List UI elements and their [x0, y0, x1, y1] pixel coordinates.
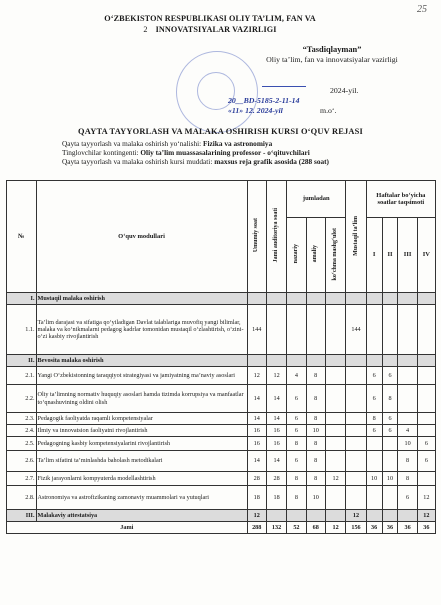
info-line-duration [62, 157, 329, 166]
cell-w2 [382, 293, 398, 305]
cell-w4: 12 [417, 510, 435, 522]
cell-total: 144 [247, 305, 266, 355]
row-number: 2.8. [7, 486, 37, 510]
table-row [7, 305, 436, 355]
ministry-header-line2 [60, 25, 360, 34]
cell-total [247, 355, 266, 367]
cell-nazariy [287, 305, 306, 355]
cell-kochma [325, 305, 345, 355]
cell-w1: 8 [366, 413, 382, 425]
cell-aud: 12 [266, 367, 286, 385]
cell-total: 16 [247, 425, 266, 437]
col-header-field: ko‘chma mashg‘ulot [325, 218, 345, 293]
cell-amaliy: 8 [306, 472, 325, 486]
cell-aud: 28 [266, 472, 286, 486]
cell-nazariy: 52 [287, 522, 306, 534]
col-header-including: jumladan [287, 181, 346, 218]
cell-amaliy [306, 293, 325, 305]
col-header-total: Umumiy soat [247, 181, 266, 293]
cell-w3 [398, 293, 417, 305]
cell-kochma [325, 385, 345, 413]
cell-total: 288 [247, 522, 266, 534]
col-header-number: № [7, 181, 37, 293]
cell-mustaqil [346, 413, 366, 425]
cell-nazariy: 8 [287, 437, 306, 451]
cell-w3 [398, 510, 417, 522]
cell-mustaqil [346, 385, 366, 413]
info-line-contingent [62, 148, 310, 157]
info-value: maxsus reja grafik asosida (288 soat) [214, 157, 329, 166]
cell-amaliy [306, 355, 325, 367]
row-number: III. [7, 510, 37, 522]
cell-nazariy: 8 [287, 486, 306, 510]
section-row [7, 355, 436, 367]
cell-kochma [325, 510, 345, 522]
cell-mustaqil [346, 425, 366, 437]
cell-kochma [325, 367, 345, 385]
col-header-theory: nazariy [287, 218, 306, 293]
cell-w3 [398, 367, 417, 385]
module-name: Ilmiy va innovatsion faoliyatni rivojlantirish [36, 425, 247, 437]
approval-date: «11» 12. 2024-yil [228, 106, 283, 115]
cell-nazariy: 6 [287, 413, 306, 425]
col-header-week-3: III [398, 218, 417, 293]
cell-w1: 6 [366, 367, 382, 385]
approval-reg-number: 20__BD-5185-2-11-14 [228, 96, 300, 105]
cell-aud: 18 [266, 486, 286, 510]
approval-mo: m.o‘. [320, 106, 337, 115]
cell-kochma [325, 437, 345, 451]
cell-w3 [398, 413, 417, 425]
cell-kochma: 12 [325, 472, 345, 486]
module-name: Fizik jarayonlarni kompyuterda modellashtirish [36, 472, 247, 486]
cell-w4: 12 [417, 486, 435, 510]
cell-mustaqil: 156 [346, 522, 366, 534]
cell-w1 [366, 305, 382, 355]
cell-aud [266, 305, 286, 355]
module-name: Astronomiya va astrofizikaning zamonaviy muammolari va yutuqlari [36, 486, 247, 510]
cell-w2: 6 [382, 413, 398, 425]
cell-mustaqil [346, 486, 366, 510]
module-name: Malakaviy attestatsiya [36, 510, 247, 522]
info-line-direction [62, 139, 272, 148]
cell-w3: 6 [398, 486, 417, 510]
cell-aud [266, 510, 286, 522]
cell-w4 [417, 385, 435, 413]
cell-w3: 36 [398, 522, 417, 534]
row-number: 2.5. [7, 437, 37, 451]
cell-w4 [417, 367, 435, 385]
module-name: Ta’lim sifatini ta’minlashda baholash metodikalari [36, 451, 247, 472]
cell-kochma [325, 355, 345, 367]
info-value: Oliy ta’lim muassasalarining professor - o‘qituvchilari [140, 148, 310, 157]
col-header-week-1: I [366, 218, 382, 293]
cell-w1: 6 [366, 425, 382, 437]
cell-aud: 16 [266, 425, 286, 437]
cell-total: 28 [247, 472, 266, 486]
cell-kochma [325, 425, 345, 437]
cell-amaliy: 8 [306, 413, 325, 425]
cell-aud: 14 [266, 451, 286, 472]
cell-mustaqil [346, 472, 366, 486]
cell-nazariy: 6 [287, 385, 306, 413]
cell-w1 [366, 293, 382, 305]
cell-w1 [366, 451, 382, 472]
cell-w2 [382, 451, 398, 472]
cell-w1: 36 [366, 522, 382, 534]
cell-total: 16 [247, 437, 266, 451]
cell-w2: 6 [382, 367, 398, 385]
cell-w4 [417, 413, 435, 425]
cell-amaliy [306, 510, 325, 522]
info-value: Fizika va astronomiya [203, 139, 273, 148]
cell-w2: 8 [382, 385, 398, 413]
cell-w2 [382, 510, 398, 522]
cell-mustaqil [346, 355, 366, 367]
cell-amaliy: 8 [306, 367, 325, 385]
col-header-week-2: II [382, 218, 398, 293]
module-name: Yangi O‘zbekistonning taraqqiyot strategiyasi va jamiyatning ma’naviy asoslari [36, 367, 247, 385]
cell-w4 [417, 425, 435, 437]
table-row [7, 413, 436, 425]
cell-w3 [398, 355, 417, 367]
cell-total: 14 [247, 413, 266, 425]
cell-w1 [366, 437, 382, 451]
cell-w2 [382, 305, 398, 355]
cell-w1 [366, 510, 382, 522]
table-row [7, 472, 436, 486]
table-row [7, 385, 436, 413]
cell-w3: 10 [398, 437, 417, 451]
total-label: Jami [7, 522, 248, 534]
cell-w4: 36 [417, 522, 435, 534]
cell-w2 [382, 355, 398, 367]
table-row [7, 367, 436, 385]
cell-aud: 16 [266, 437, 286, 451]
cell-kochma [325, 486, 345, 510]
row-number: 2.3. [7, 413, 37, 425]
cell-nazariy: 6 [287, 451, 306, 472]
table-row [7, 486, 436, 510]
row-number: II. [7, 355, 37, 367]
table-row [7, 437, 436, 451]
cell-aud [266, 293, 286, 305]
col-header-practice: amaliy [306, 218, 325, 293]
cell-w4: 6 [417, 437, 435, 451]
section-row [7, 510, 436, 522]
cell-w4: 6 [417, 451, 435, 472]
module-name: Ta’lim darajasi va sifatiga qo‘yiladigan Davlat talablariga muvofiq yangi bilimlar, malaka va ko‘nikmalarni pedagog kadrlar tomonidan mustaqil o‘zlashtirish, o‘zini-o‘zi kasbiy rivojlantirish [36, 305, 247, 355]
cell-w4 [417, 355, 435, 367]
header-line2-text: INNOVATSIYALAR VAZIRLIGI [155, 25, 277, 34]
cell-w3 [398, 385, 417, 413]
cell-kochma: 12 [325, 522, 345, 534]
cell-amaliy: 8 [306, 385, 325, 413]
cell-amaliy: 10 [306, 486, 325, 510]
cell-total: 14 [247, 385, 266, 413]
row-number: 2.7. [7, 472, 37, 486]
cell-w3: 4 [398, 425, 417, 437]
cell-w3 [398, 305, 417, 355]
module-name: Pedagogning kasbiy kompetensiyalarini rivojlantirish [36, 437, 247, 451]
cell-mustaqil [346, 451, 366, 472]
row-number: 2.2. [7, 385, 37, 413]
cell-amaliy: 10 [306, 425, 325, 437]
cell-w1: 10 [366, 472, 382, 486]
cell-w4 [417, 472, 435, 486]
cell-aud: 14 [266, 385, 286, 413]
cell-nazariy: 8 [287, 472, 306, 486]
cell-mustaqil [346, 293, 366, 305]
module-name: Pedagogik faoliyatda raqamli kompetensiyalar [36, 413, 247, 425]
cell-nazariy [287, 293, 306, 305]
info-label: Tinglovchilar kontingenti: [62, 148, 141, 157]
cell-kochma [325, 293, 345, 305]
cell-mustaqil: 12 [346, 510, 366, 522]
cell-kochma [325, 451, 345, 472]
cell-w2 [382, 437, 398, 451]
cell-amaliy [306, 305, 325, 355]
col-header-auditorium: Jami auditoriya soati [266, 181, 286, 293]
row-number: 2.1. [7, 367, 37, 385]
cell-mustaqil [346, 437, 366, 451]
approval-year: 2024-yil. [330, 86, 359, 95]
cell-w1: 6 [366, 385, 382, 413]
cell-nazariy [287, 355, 306, 367]
cell-w4 [417, 305, 435, 355]
cell-w2: 36 [382, 522, 398, 534]
cell-nazariy: 4 [287, 367, 306, 385]
row-number: 2.6. [7, 451, 37, 472]
cell-nazariy: 6 [287, 425, 306, 437]
module-name: Mustaqil malaka oshirish [36, 293, 247, 305]
row-number: 2.4. [7, 425, 37, 437]
cell-total: 12 [247, 367, 266, 385]
cell-aud: 14 [266, 413, 286, 425]
cell-amaliy: 8 [306, 451, 325, 472]
cell-total: 18 [247, 486, 266, 510]
approval-line1: Oliy ta’lim, fan va innovatsiyalar vazirligi [266, 55, 398, 64]
info-label: Qayta tayyorlash va malaka oshirish yo‘nalishi: [62, 139, 204, 148]
cell-amaliy: 68 [306, 522, 325, 534]
cell-total [247, 293, 266, 305]
cell-kochma [325, 413, 345, 425]
cell-w3: 8 [398, 472, 417, 486]
cell-w3: 8 [398, 451, 417, 472]
page-number: 25 [417, 4, 427, 15]
cell-w4 [417, 293, 435, 305]
col-header-weekly: Haftalar bo‘yicha soatlar taqsimoti [366, 181, 435, 218]
curriculum-table [6, 180, 436, 534]
cell-aud: 132 [266, 522, 286, 534]
cell-mustaqil: 144 [346, 305, 366, 355]
cell-mustaqil [346, 367, 366, 385]
cell-amaliy: 8 [306, 437, 325, 451]
table-row [7, 451, 436, 472]
ministry-header-line1: O‘ZBEKISTON RESPUBLIKASI OLIY TA’LIM, FAN VA [104, 14, 316, 23]
row-number: 1.1. [7, 305, 37, 355]
col-header-week-4: IV [417, 218, 435, 293]
cell-w1 [366, 486, 382, 510]
section-row [7, 293, 436, 305]
info-label: Qayta tayyorlash va malaka oshirish kursi muddati: [62, 157, 215, 166]
cell-w2 [382, 486, 398, 510]
col-header-independent: Mustaqil ta’lim [346, 181, 366, 293]
cell-nazariy [287, 510, 306, 522]
cell-w2: 10 [382, 472, 398, 486]
cell-aud [266, 355, 286, 367]
approval-title: “Tasdiqlayman” [302, 45, 362, 54]
total-row [7, 522, 436, 534]
row-number: I. [7, 293, 37, 305]
signature [262, 74, 306, 87]
cell-w1 [366, 355, 382, 367]
col-header-module: O‘quv modullari [36, 181, 247, 293]
document-title: QAYTA TAYYORLASH VA MALAKA OSHIRISH KURSI O‘QUV REJASI [78, 127, 363, 136]
module-name: Bevosita malaka oshirish [36, 355, 247, 367]
cell-total: 12 [247, 510, 266, 522]
cell-total: 14 [247, 451, 266, 472]
table-row [7, 425, 436, 437]
module-name: Oliy ta’limning normativ huquqiy asoslari hamda tizimda korrupsiya va manfaatlar to‘qnashuvining oldini olish [36, 385, 247, 413]
cell-w2: 6 [382, 425, 398, 437]
header-mark: 2 [143, 25, 148, 34]
